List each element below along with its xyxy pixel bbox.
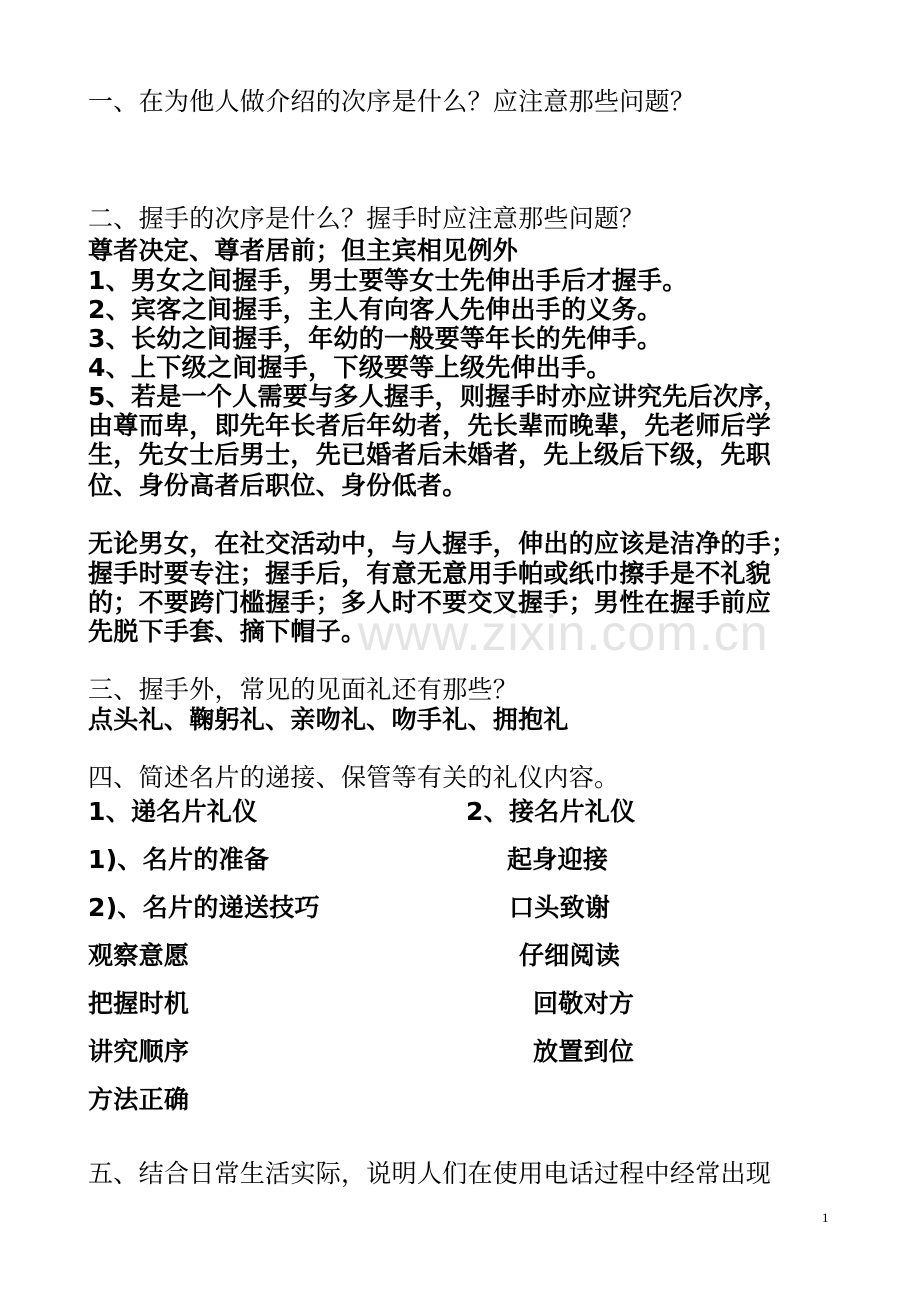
question-3-title: 三、握手外，常见的见面礼还有那些？ [88,675,519,704]
answer-line: 4、上下级之间握手，下级要等上级先伸出手。 [88,353,612,382]
left-column-item: 观察意愿 [88,941,190,970]
left-column-item: 2)、名片的递送技巧 [88,893,320,922]
left-column-item: 把握时机 [88,989,190,1018]
left-column-item: 1)、名片的准备 [88,845,270,874]
answer-line: 位、身份高者后职位、身份低者。 [88,471,468,500]
right-column-item: 起身迎接 [507,845,609,874]
answer-line: 2、宾客之间握手，主人有向客人先伸出手的义务。 [88,295,663,324]
right-column-item: 2、接名片礼仪 [466,797,636,826]
watermark-text: www.zixin.com.cn [358,605,769,661]
right-column-item: 仔细阅读 [519,941,621,970]
answer-line: 尊者决定、尊者居前；但主宾相见例外 [88,236,519,265]
page-number: 1 [822,1210,829,1225]
answer-line: 生，先女士后男士，先已婚者后未婚者，先上级后下级，先职 [88,440,772,469]
answer-line: 5、若是一个人需要与多人握手，则握手时亦应讲究先后次序， [88,382,789,411]
right-column-item: 回敬对方 [533,989,635,1018]
left-column-item: 方法正确 [88,1085,190,1114]
question-1-title: 一、在为他人做介绍的次序是什么？应注意那些问题？ [88,87,696,116]
note-line: 无论男女，在社交活动中，与人握手，伸出的应该是洁净的手； [88,529,797,558]
answer-line: 由尊而卑，即先年长者后年幼者，先长辈而晚辈，先老师后学 [88,411,772,440]
right-column-item: 放置到位 [533,1037,635,1066]
left-column-item: 讲究顺序 [88,1037,190,1066]
question-5-title: 五、结合日常生活实际，说明人们在使用电话过程中经常出现 [88,1159,772,1188]
question-2-title: 二、握手的次序是什么？握手时应注意那些问题？ [88,204,645,233]
note-line: 的；不要跨门槛握手；多人时不要交叉握手；男性在握手前应 [88,588,772,617]
question-4-title: 四、简述名片的递接、保管等有关的礼仪内容。 [88,763,620,792]
note-line: 握手时要专注；握手后，有意无意用手帕或纸巾擦手是不礼貌 [88,559,772,588]
left-column-item: 1、递名片礼仪 [88,797,258,826]
question-3-answer: 点头礼、鞠躬礼、亲吻礼、吻手礼、拥抱礼 [88,705,569,734]
right-column-item: 口头致谢 [509,893,611,922]
answer-line: 1、男女之间握手，男士要等女士先伸出手后才握手。 [88,266,688,295]
answer-line: 3、长幼之间握手，年幼的一般要等年长的先伸手。 [88,324,663,353]
note-line: 先脱下手套、摘下帽子。 [88,617,367,646]
